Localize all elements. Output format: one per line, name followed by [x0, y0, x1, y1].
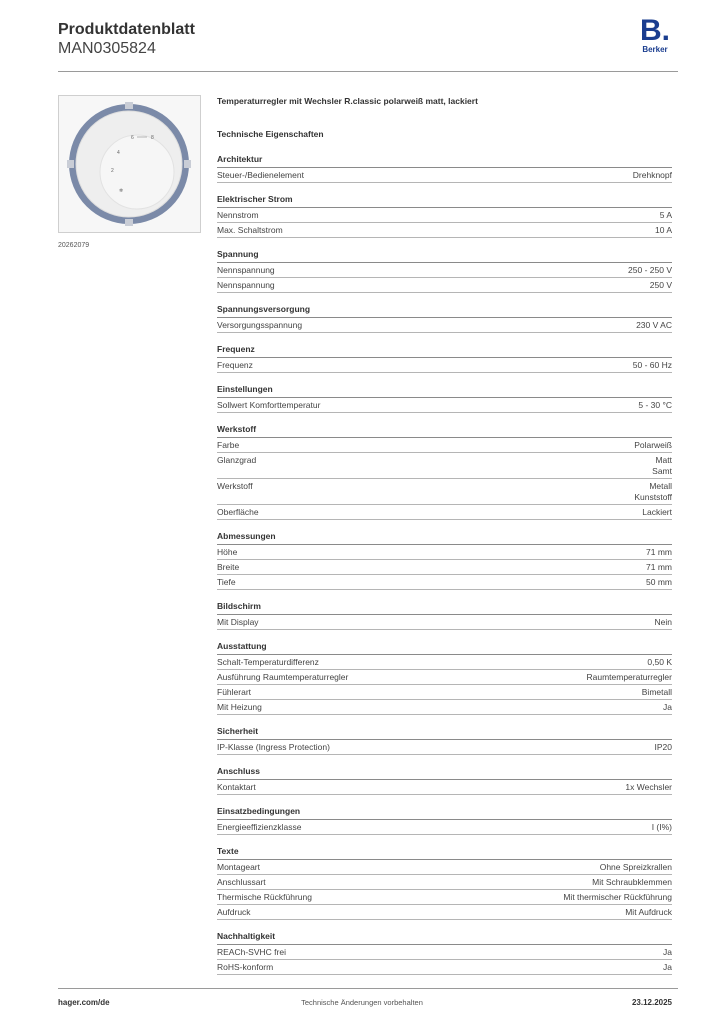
- spec-group-title: Abmessungen: [217, 530, 672, 545]
- spec-values: [586, 672, 672, 683]
- spec-value: 71 mm: [646, 562, 672, 572]
- spec-value: Metall: [649, 481, 672, 491]
- spec-value: 10 A: [654, 225, 672, 235]
- spec-value: Kunststoff: [634, 492, 672, 502]
- spec-value: Mit Schraubklemmen: [592, 877, 672, 887]
- spec-label: Farbe: [217, 440, 240, 450]
- spec-row: [217, 398, 672, 413]
- spec-group-title: Werkstoff: [217, 423, 672, 438]
- spec-groups: [217, 153, 672, 975]
- spec-values: [636, 320, 672, 331]
- spec-label: Ausführung Raumtemperaturregler: [217, 672, 349, 682]
- spec-group: [217, 530, 672, 590]
- spec-label: Anschlussart: [217, 877, 266, 887]
- spec-value: Lackiert: [642, 507, 672, 517]
- spec-label: Fühlerart: [217, 687, 252, 697]
- spec-row: [217, 223, 672, 238]
- spec-label: Breite: [217, 562, 240, 572]
- spec-content: [217, 95, 672, 975]
- spec-group: [217, 343, 672, 373]
- spec-group: [217, 248, 672, 293]
- spec-group: [217, 383, 672, 413]
- spec-group-title: Frequenz: [217, 343, 672, 358]
- spec-group: [217, 600, 672, 630]
- spec-group: [217, 303, 672, 333]
- spec-values: [646, 562, 672, 573]
- spec-values: [646, 547, 672, 558]
- spec-row: [217, 505, 672, 520]
- product-image: [58, 95, 201, 233]
- spec-group-title: Spannungsversorgung: [217, 303, 672, 318]
- spec-value: 230 V AC: [636, 320, 672, 330]
- spec-value: Mit thermischer Rückführung: [563, 892, 672, 902]
- spec-value: 71 mm: [646, 547, 672, 557]
- spec-values: [600, 862, 672, 873]
- spec-values: [633, 170, 672, 181]
- footer-date: 23.12.2025: [631, 998, 672, 1007]
- spec-values: [663, 702, 672, 713]
- spec-value: 50 - 60 Hz: [632, 360, 672, 370]
- spec-value: I (I%): [651, 822, 672, 832]
- svg-text:4: 4: [117, 150, 120, 156]
- spec-row: [217, 905, 672, 920]
- spec-row: [217, 615, 672, 630]
- spec-value: Ja: [663, 947, 672, 957]
- spec-label: REACh-SVHC frei: [217, 947, 286, 957]
- spec-row: [217, 685, 672, 700]
- spec-group-title: Texte: [217, 845, 672, 860]
- berker-b-logo: [638, 16, 672, 55]
- spec-label: IP-Klasse (Ingress Protection): [217, 742, 330, 752]
- spec-values: [663, 947, 672, 958]
- spec-group-title: Anschluss: [217, 765, 672, 780]
- spec-value: 50 mm: [646, 577, 672, 587]
- spec-group-title: Architektur: [217, 153, 672, 168]
- spec-group-title: Einstellungen: [217, 383, 672, 398]
- spec-values: [634, 481, 672, 503]
- spec-label: Versorgungsspannung: [217, 320, 303, 330]
- spec-row: [217, 670, 672, 685]
- spec-row: [217, 740, 672, 755]
- spec-row: [217, 278, 672, 293]
- spec-group-title: Elektrischer Strom: [217, 193, 672, 208]
- spec-row: [217, 479, 672, 505]
- image-code: 20262079: [58, 242, 90, 249]
- document-title: Produktdatenblatt: [58, 21, 195, 38]
- footer-divider: [58, 988, 678, 989]
- spec-values: [652, 822, 672, 833]
- spec-label: Aufdruck: [217, 907, 251, 917]
- spec-values: [660, 210, 672, 221]
- spec-group: [217, 845, 672, 920]
- spec-row: [217, 860, 672, 875]
- spec-group: [217, 640, 672, 715]
- header-divider: [58, 71, 678, 72]
- spec-label: Max. Schaltstrom: [217, 225, 283, 235]
- spec-values: [628, 265, 672, 276]
- spec-values: [652, 455, 672, 477]
- spec-value: Nein: [654, 617, 672, 627]
- spec-values: [625, 907, 672, 918]
- spec-value: Samt: [652, 466, 672, 476]
- spec-row: [217, 575, 672, 590]
- document-number: MAN0305824: [58, 40, 156, 57]
- spec-group-title: Sicherheit: [217, 725, 672, 740]
- spec-label: Nennspannung: [217, 280, 275, 290]
- spec-row: [217, 438, 672, 453]
- spec-label: Energieeffizienzklasse: [217, 822, 302, 832]
- spec-row: [217, 263, 672, 278]
- spec-values: [642, 687, 672, 698]
- spec-row: [217, 890, 672, 905]
- spec-label: Tiefe: [217, 577, 236, 587]
- spec-value: Ja: [663, 702, 672, 712]
- spec-value: Bimetall: [641, 687, 672, 697]
- spec-row: [217, 545, 672, 560]
- spec-row: [217, 318, 672, 333]
- spec-row: [217, 560, 672, 575]
- spec-values: [625, 782, 672, 793]
- spec-row: [217, 168, 672, 183]
- spec-values: [638, 400, 672, 411]
- section-title: Technische Eigenschaften: [217, 129, 324, 139]
- spec-group: [217, 725, 672, 755]
- spec-row: [217, 875, 672, 890]
- spec-group: [217, 423, 672, 520]
- spec-row: [217, 780, 672, 795]
- spec-values: [642, 507, 672, 518]
- spec-row: [217, 208, 672, 223]
- spec-row: [217, 820, 672, 835]
- spec-value: 250 - 250 V: [628, 265, 672, 275]
- spec-group-title: Ausstattung: [217, 640, 672, 655]
- footer-website: hager.com/de: [58, 998, 110, 1007]
- footer-disclaimer: Technische Änderungen vorbehalten: [301, 998, 423, 1007]
- spec-value: Polarweiß: [634, 440, 672, 450]
- svg-text:8: 8: [151, 135, 154, 141]
- spec-group-title: Nachhaltigkeit: [217, 930, 672, 945]
- spec-label: Nennspannung: [217, 265, 275, 275]
- spec-values: [647, 657, 672, 668]
- logo-brand-text: Berker: [642, 45, 668, 54]
- spec-row: [217, 358, 672, 373]
- spec-value: Ja: [663, 962, 672, 972]
- spec-group: [217, 930, 672, 975]
- spec-values: [655, 225, 672, 236]
- spec-values: [634, 440, 672, 451]
- spec-label: Mit Heizung: [217, 702, 262, 712]
- spec-label: Schalt-Temperaturdifferenz: [217, 657, 319, 667]
- spec-values: [592, 877, 672, 888]
- logo-letter: B.: [640, 14, 670, 47]
- spec-value: Ohne Spreizkrallen: [599, 862, 672, 872]
- svg-text:2: 2: [111, 168, 114, 174]
- spec-values: [663, 962, 672, 973]
- spec-row: [217, 655, 672, 670]
- spec-label: Werkstoff: [217, 481, 253, 491]
- spec-group: [217, 765, 672, 795]
- spec-row: [217, 453, 672, 479]
- spec-label: Höhe: [217, 547, 238, 557]
- spec-value: Raumtemperaturregler: [586, 672, 672, 682]
- spec-label: Nennstrom: [217, 210, 259, 220]
- spec-values: [633, 360, 672, 371]
- spec-label: Thermische Rückführung: [217, 892, 312, 902]
- spec-row: [217, 945, 672, 960]
- product-title: Temperaturregler mit Wechsler R.classic polarweiß matt, lackiert: [217, 96, 478, 106]
- spec-value: 1x Wechsler: [625, 782, 672, 792]
- spec-row: [217, 700, 672, 715]
- spec-label: RoHS-konform: [217, 962, 274, 972]
- thermostat-dial-icon: [59, 96, 200, 232]
- spec-group-title: Bildschirm: [217, 600, 672, 615]
- spec-label: Kontaktart: [217, 782, 256, 792]
- spec-values: [646, 577, 672, 588]
- spec-value: Mit Aufdruck: [625, 907, 672, 917]
- spec-value: 5 - 30 °C: [638, 400, 672, 410]
- svg-text:❄: ❄: [119, 188, 124, 194]
- spec-group: [217, 153, 672, 183]
- spec-label: Sollwert Komforttemperatur: [217, 400, 321, 410]
- spec-value: 0,50 K: [647, 657, 672, 667]
- spec-values: [650, 280, 672, 291]
- spec-group: [217, 193, 672, 238]
- spec-label: Oberfläche: [217, 507, 259, 517]
- spec-label: Frequenz: [217, 360, 253, 370]
- spec-group: [217, 805, 672, 835]
- spec-values: [655, 617, 672, 628]
- spec-value: 5 A: [659, 210, 672, 220]
- svg-text:6: 6: [131, 135, 134, 141]
- spec-label: Steuer-/Bedienelement: [217, 170, 304, 180]
- spec-value: Matt: [655, 455, 672, 465]
- spec-values: [655, 742, 673, 753]
- spec-group-title: Einsatzbedingungen: [217, 805, 672, 820]
- spec-value: Drehknopf: [632, 170, 672, 180]
- spec-label: Mit Display: [217, 617, 259, 627]
- spec-group-title: Spannung: [217, 248, 672, 263]
- spec-label: Glanzgrad: [217, 455, 257, 465]
- spec-row: [217, 960, 672, 975]
- spec-values: [563, 892, 672, 903]
- spec-value: 250 V: [649, 280, 672, 290]
- spec-label: Montageart: [217, 862, 260, 872]
- spec-value: IP20: [654, 742, 672, 752]
